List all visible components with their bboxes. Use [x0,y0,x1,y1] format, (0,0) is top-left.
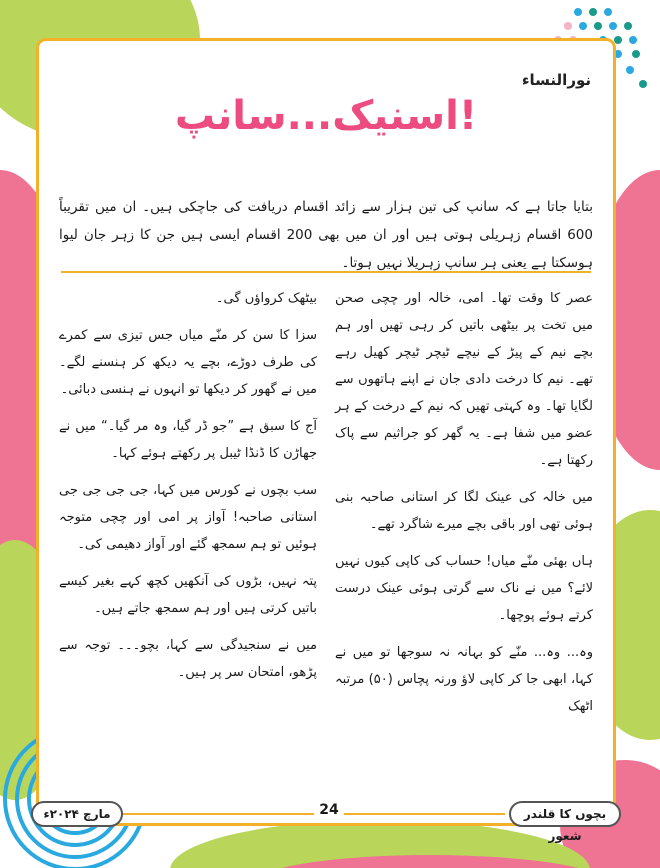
intro-paragraph: بتایا جاتا ہے کہ سانپ کی تین ہزار سے زائد اقسام دریافت کی جاچکی ہیں۔ ان میں تقریباً 600 اقسام زہریلی ہوتی ہیں اور ان میں بھی 200 اقسام ایسی ہیں جن کا زہر جان لیوا ہوسکتا ہے یعنی ہر سانپ زہریلا نہیں ہوتا۔ [59,199,593,271]
paragraph: میں نے سنجیدگی سے کہا، بچو۔۔۔ توجہ سے پڑھو، امتحان سر پر ہیں۔ [59,638,317,680]
issue-date-badge: مارچ ۲۰۲۴ء [31,801,123,827]
article-title: اسنیک...سانپ! [174,93,478,139]
paragraph: سزا کا سن کر منّے میاں جس تیزی سے کمرے کی طرف دوڑے، بچے یہ دیکھ کر ہنسنے لگے۔ میں نے گھور کر دیکھا تو انہوں نے ہنسی دبائی۔ [59,328,317,397]
article-body [59,285,593,785]
right-column [335,285,593,785]
magazine-name-badge: بچوں کا قلندر شعور [509,801,621,827]
paragraph: آج کا سبق ہے ”جو ڈر گیا، وہ مر گیا۔“ میں نے جھاڑن کا ڈنڈا ٹیبل پر رکھتے ہوئے کہا۔ [59,419,317,461]
paragraph: وہ... وہ... منّے کو بہانہ نہ سوجھا تو میں نے کہا، ابھی جا کر کاپی لاؤ ورنہ پچاس (۵۰) مرتبہ اٹھک [335,645,594,714]
page-frame [36,38,616,843]
footer-line [119,813,505,815]
paragraph: بیٹھک کرواؤں گی۔ [215,291,317,306]
paragraph: عصر کا وقت تھا۔ امی، خالہ اور چچی صحن میں تخت پر بیٹھی باتیں کر رہی تھیں اور ہم بچے نیم کے پیڑ کے نیچے ٹیچر ٹیچر کھیل رہے تھے۔ نیم کا درخت دادی جان نے اپنے ہاتھوں سے لگایا تھا۔ وہ کہتی تھیں کہ نیم کے درخت کے ہر عضو میں شفا ہے۔ یہ گھر کو جراثیم سے پاک رکھتا ہے۔ [335,291,593,468]
page-footer [39,801,613,843]
divider [61,271,591,273]
paragraph: ہاں بھئی منّے میاں! حساب کی کاپی کیوں نہیں لائے؟ میں نے ناک سے گرتی ہوئی عینک درست کرتے ہوئے پوچھا۔ [335,554,593,623]
page-number: 24 [314,802,344,818]
left-column [59,285,317,785]
paragraph: میں خالہ کی عینک لگا کر استانی صاحبہ بنی ہوئی تھی اور باقی بچے میرے شاگرد تھے۔ [335,490,593,532]
paragraph: پتہ نہیں، بڑوں کی آنکھیں کچھ کہے بغیر کیسے باتیں کرتی ہیں اور ہم سمجھ جاتے ہیں۔ [59,574,317,616]
paragraph: سب بچوں نے کورس میں کہا، جی جی جی جی استانی صاحبہ! آواز پر امی اور چچی متوجہ ہوئیں تو ہم سمجھ گئے اور آواز دھیمی کی۔ [59,483,317,552]
author-name: نورالنساء [521,71,591,89]
